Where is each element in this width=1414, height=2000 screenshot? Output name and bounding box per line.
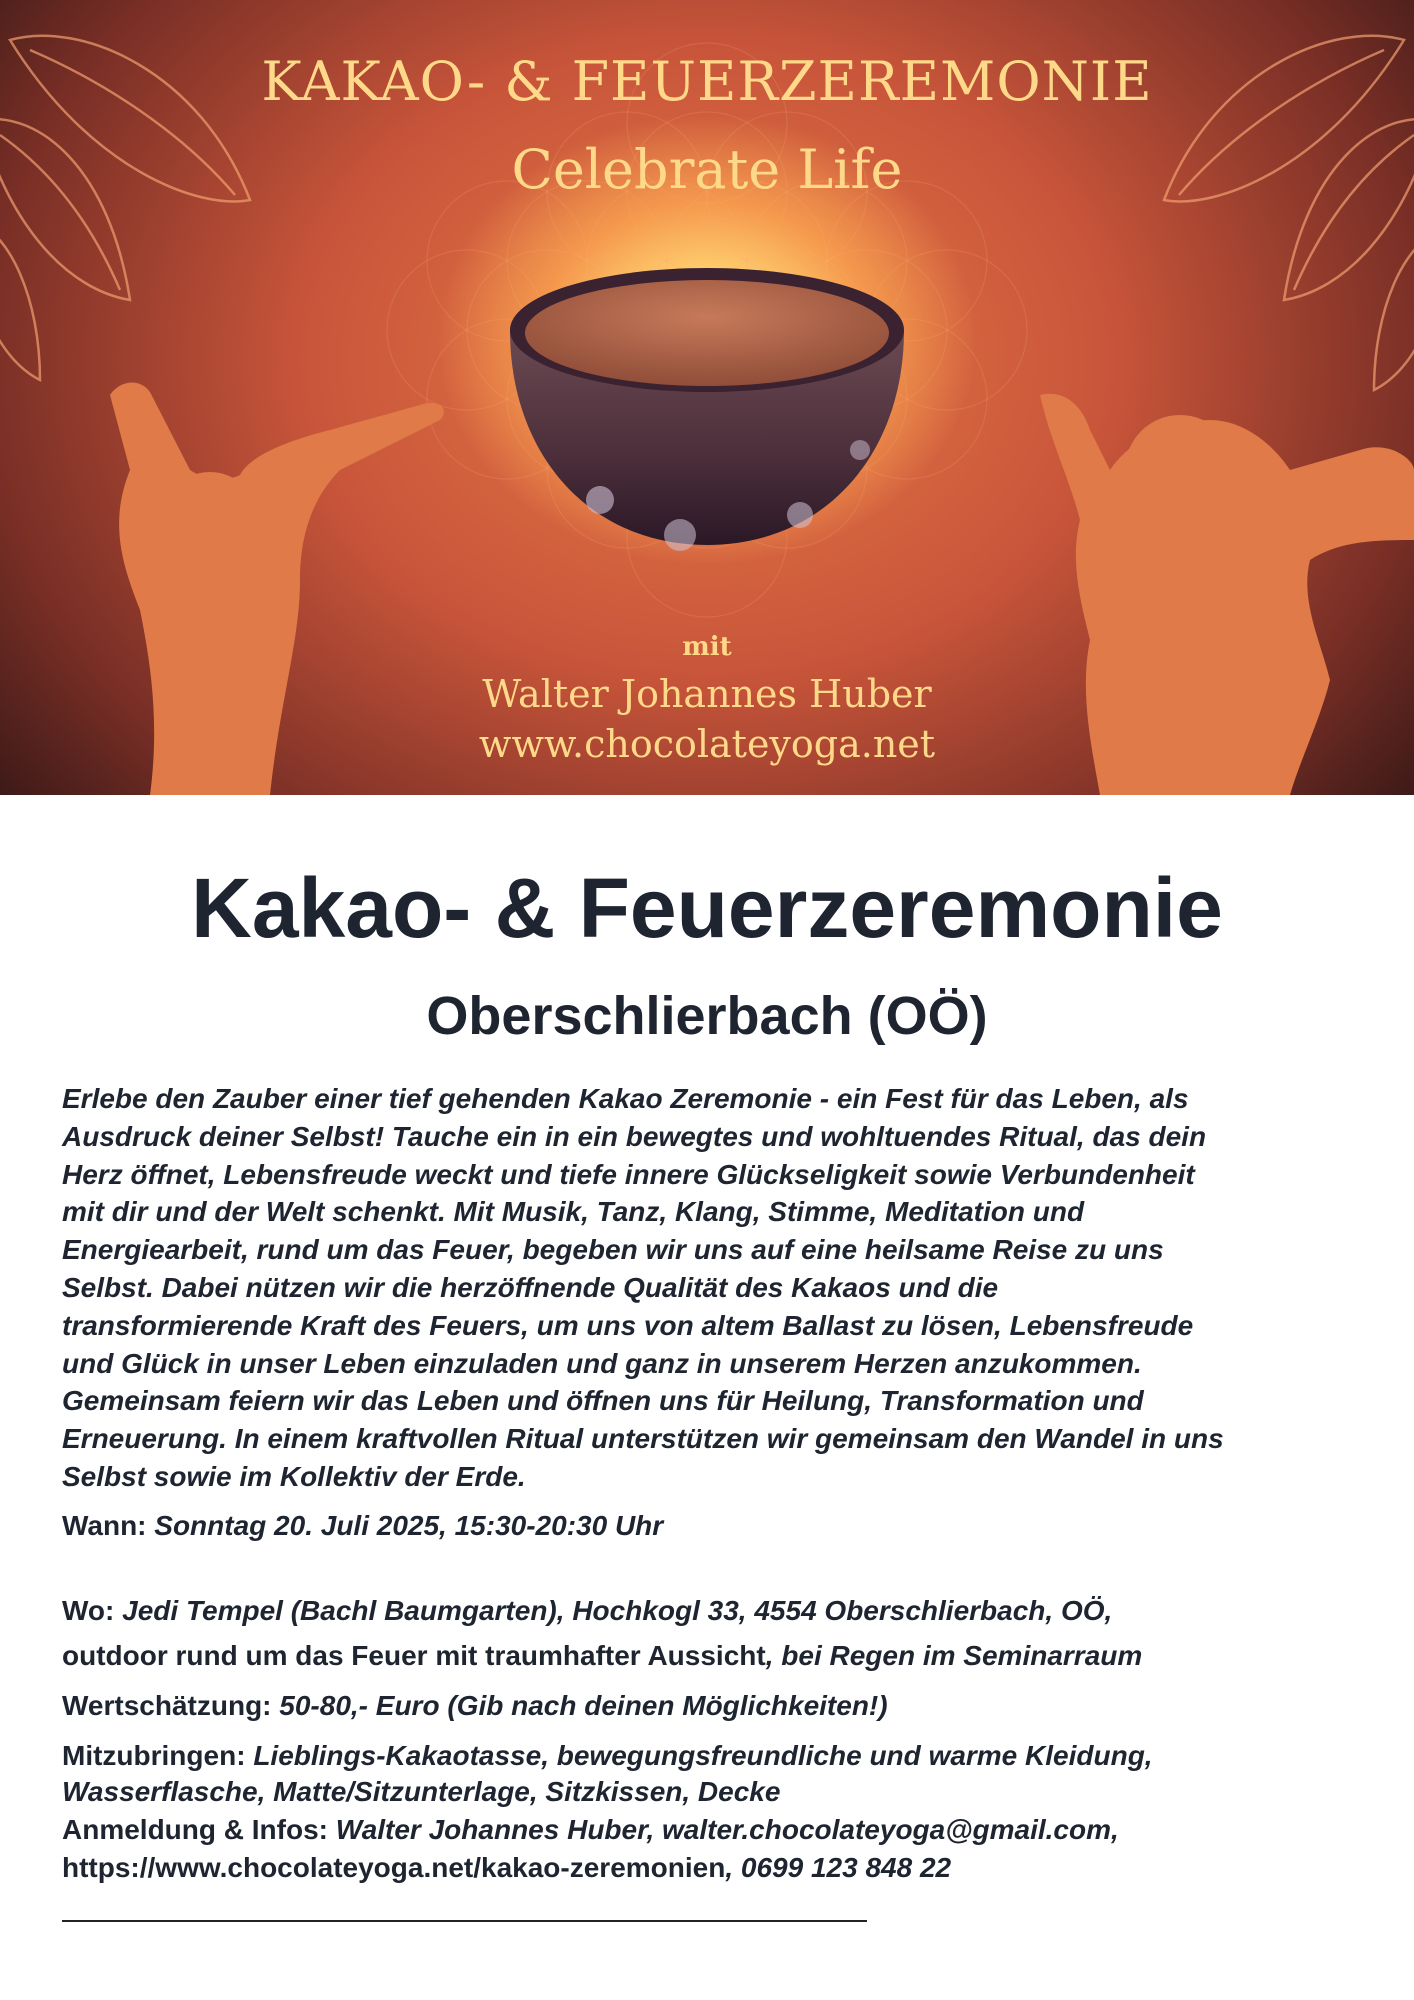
where-row bbox=[62, 1595, 1414, 1627]
intro-line: Selbst sowie im Kollektiv der Erde. bbox=[62, 1460, 526, 1492]
contact-phone: , 0699 123 848 22 bbox=[725, 1852, 952, 1883]
intro-line: Energiearbeit, rund um das Feuer, begeben wir uns auf eine heilsame Reise zu uns bbox=[62, 1234, 1164, 1266]
where-line2-italic: , bei Regen im Seminarraum bbox=[765, 1640, 1143, 1671]
bring-line2: Wasserflasche, Matte/Sitzunterlage, Sitzkissen, Decke bbox=[62, 1776, 781, 1807]
contact-row-2 bbox=[62, 1852, 1414, 1884]
where-line2: outdoor rund um das Feuer mit traumhafter Aussicht bbox=[62, 1640, 766, 1671]
intro-line: Erlebe den Zauber einer tief gehenden Kakao Zeremonie - ein Fest für das Leben, als bbox=[62, 1083, 1189, 1114]
page-location: Oberschlierbach (OÖ) bbox=[426, 986, 988, 1046]
intro-line: Ausdruck deiner Selbst! Tauche ein in ein bewegtes und wohltuendes Ritual, das dein bbox=[62, 1120, 1207, 1152]
intro-line: transformierende Kraft des Feuers, um uns von altem Ballast zu lösen, Lebensfreude bbox=[62, 1309, 1194, 1341]
where-value: Jedi Tempel (Bachl Baumgarten), Hochkogl 33, 4554 Oberschlierbach, OÖ, bbox=[122, 1595, 1113, 1626]
intro-line: Erneuerung. In einem kraftvollen Ritual unterstützen wir gemeinsam den Wandel in uns bbox=[62, 1423, 1224, 1455]
intro-line: mit dir und der Welt schenkt. Mit Musik, Tanz, Klang, Stimme, Meditation und bbox=[62, 1196, 1085, 1228]
page-title: Kakao- & Feuerzeremonie bbox=[191, 861, 1223, 955]
price-value: 50-80,- Euro (Gib nach deinen Möglichkeiten!) bbox=[279, 1690, 888, 1721]
price-row bbox=[62, 1690, 1414, 1722]
intro-line: Herz öffnet, Lebensfreude weckt und tiefe innere Glückseligkeit sowie Verbundenheit bbox=[62, 1158, 1195, 1190]
banner-title: KAKAO- & FEUERZEREMONIE bbox=[261, 50, 1153, 113]
intro-line: und Glück in unser Leben einzuladen und ganz in unserem Herzen anzukommen. bbox=[62, 1347, 1142, 1379]
banner-mit: mit bbox=[682, 632, 732, 662]
bring-row-2 bbox=[62, 1776, 1414, 1808]
intro-paragraph bbox=[62, 1080, 1414, 1496]
contact-label: Anmeldung & Infos: bbox=[62, 1814, 328, 1845]
banner-host-name: Walter Johannes Huber bbox=[482, 672, 932, 716]
contact-row bbox=[62, 1814, 1414, 1846]
divider-line bbox=[62, 1920, 867, 1922]
bring-label: Mitzubringen: bbox=[62, 1740, 246, 1771]
intro-line: Gemeinsam feiern wir das Leben und öffnen uns für Heilung, Transformation und bbox=[62, 1385, 1144, 1417]
when-row bbox=[62, 1510, 1414, 1542]
contact-value: Walter Johannes Huber, walter.chocolateyoga@gmail.com, bbox=[335, 1814, 1119, 1845]
when-value: Sonntag 20. Juli 2025, 15:30-20:30 Uhr bbox=[154, 1510, 664, 1541]
contact-url-link[interactable]: https://www.chocolateyoga.net/kakao-zeremonien bbox=[62, 1852, 726, 1883]
intro-line: Selbst. Dabei nützen wir die herzöffnende Qualität des Kakaos und die bbox=[62, 1271, 999, 1303]
banner-url: www.chocolateyoga.net bbox=[478, 722, 936, 766]
event-banner bbox=[0, 0, 1414, 795]
bring-row bbox=[62, 1740, 1414, 1772]
where-row-2 bbox=[62, 1640, 1414, 1672]
banner-subtitle: Celebrate Life bbox=[511, 138, 903, 201]
bring-value: Lieblings-Kakaotasse, bewegungsfreundliche und warme Kleidung, bbox=[253, 1740, 1153, 1771]
when-label: Wann: bbox=[62, 1510, 147, 1541]
where-label: Wo: bbox=[62, 1595, 115, 1626]
cacao-cup-image bbox=[510, 268, 904, 551]
price-label: Wertschätzung: bbox=[62, 1690, 272, 1721]
